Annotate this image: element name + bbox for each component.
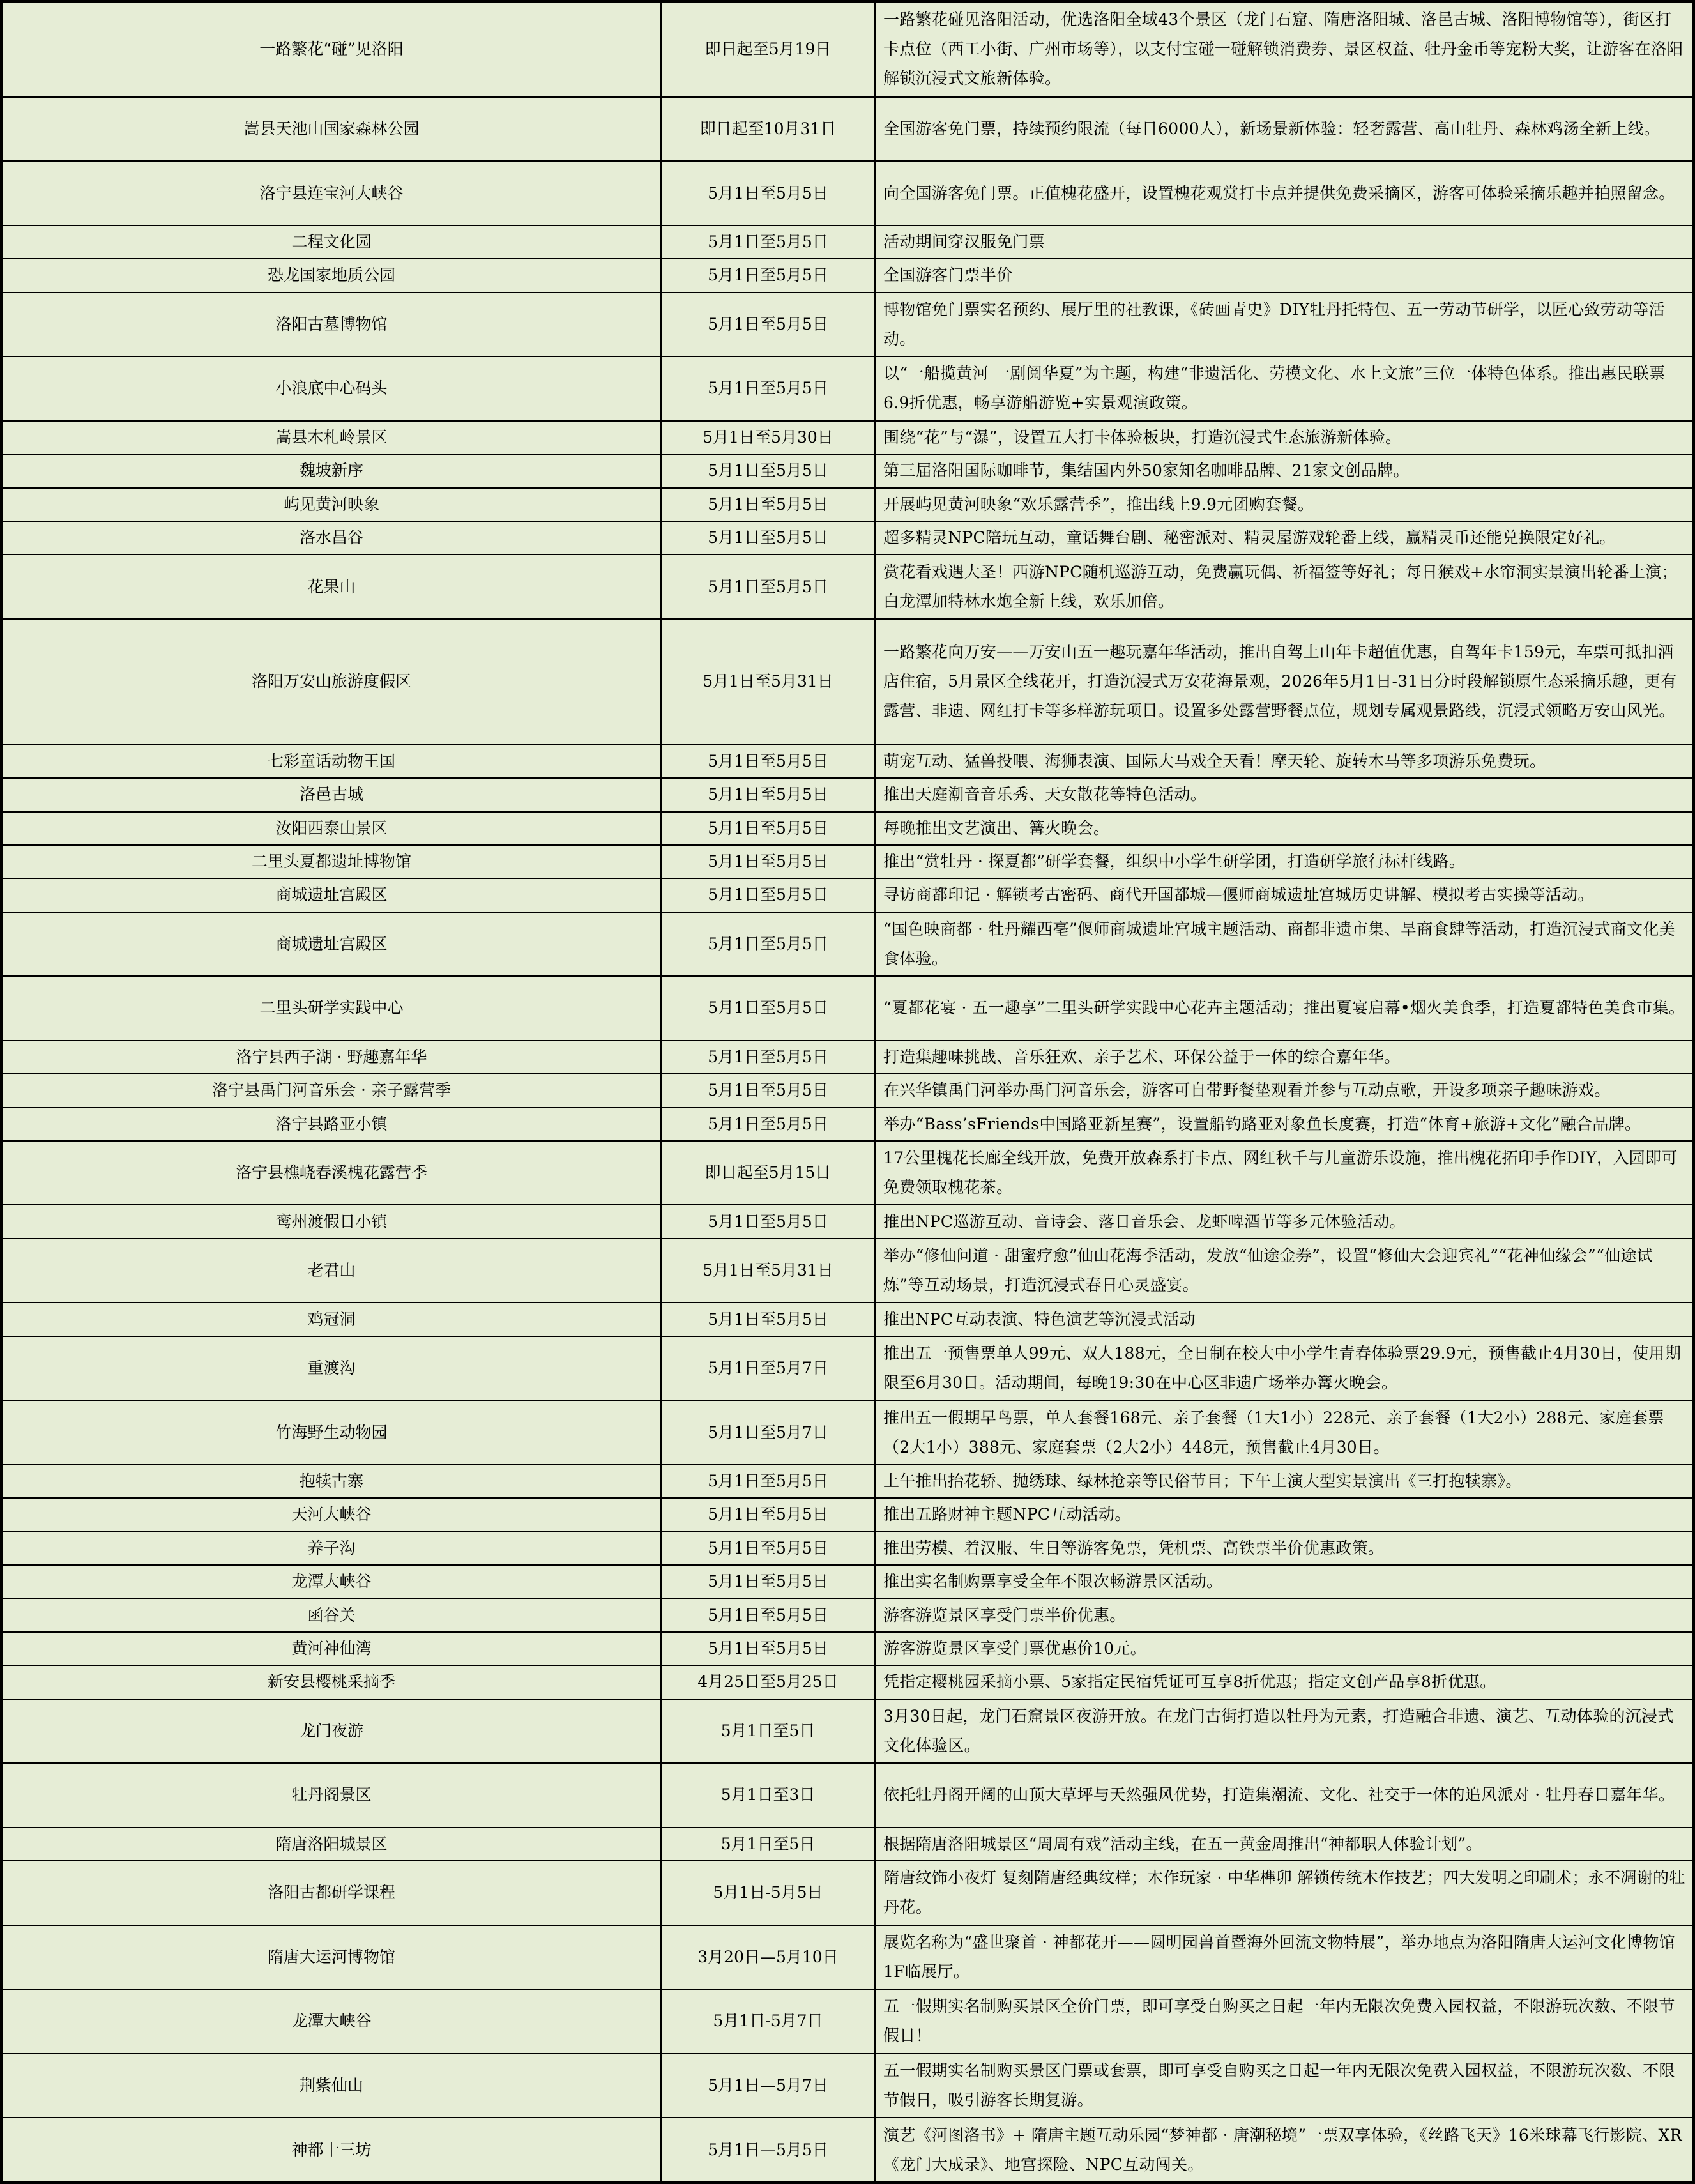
venue-name-cell: 牡丹阁景区 bbox=[2, 1763, 661, 1828]
date-range-cell: 5月1日至5月5日 bbox=[661, 161, 875, 225]
table-row bbox=[2, 1763, 1693, 1828]
description-cell: 向全国游客免门票。正值槐花盛开，设置槐花观赏打卡点并提供免费采摘区，游客可体验采摘乐趣并拍照留念。 bbox=[875, 161, 1693, 225]
venue-name-cell: 重渡沟 bbox=[2, 1336, 661, 1401]
table-row bbox=[2, 812, 1693, 845]
date-range-cell: 5月1日至5月31日 bbox=[661, 1239, 875, 1303]
venue-name-cell: 屿见黄河映象 bbox=[2, 488, 661, 521]
description-cell: 推出劳模、着汉服、生日等游客免票，凭机票、高铁票半价优惠政策。 bbox=[875, 1532, 1693, 1565]
date-range-cell: 即日起至5月15日 bbox=[661, 1141, 875, 1205]
date-range-cell: 5月1日至5月5日 bbox=[661, 845, 875, 878]
table-row bbox=[2, 778, 1693, 811]
description-cell: 推出五一假期早鸟票，单人套餐168元、亲子套餐（1大1小）228元、亲子套餐（1大2小）288元、家庭套票（2大1小）388元、家庭套票（2大2小）448元，预售截止4月30日。 bbox=[875, 1400, 1693, 1465]
date-range-cell: 5月1日至5月5日 bbox=[661, 745, 875, 778]
table-row bbox=[2, 745, 1693, 778]
date-range-cell: 5月1日至5月5日 bbox=[661, 259, 875, 292]
description-cell: 围绕“花”与“瀑”，设置五大打卡体验板块，打造沉浸式生态旅游新体验。 bbox=[875, 421, 1693, 454]
venue-name-cell: 隋唐洛阳城景区 bbox=[2, 1828, 661, 1861]
venue-name-cell: 嵩县天池山国家森林公园 bbox=[2, 97, 661, 162]
description-cell: 萌宠互动、猛兽投喂、海狮表演、国际大马戏全天看！摩天轮、旋转木马等多项游乐免费玩。 bbox=[875, 745, 1693, 778]
description-cell: 打造集趣味挑战、音乐狂欢、亲子艺术、环保公益于一体的综合嘉年华。 bbox=[875, 1041, 1693, 1074]
description-cell: 推出NPC巡游互动、音诗会、落日音乐会、龙虾啤酒节等多元体验活动。 bbox=[875, 1205, 1693, 1238]
table-row bbox=[2, 1989, 1693, 2054]
date-range-cell: 5月1日至5月5日 bbox=[661, 1108, 875, 1141]
date-range-cell: 5月1日至5月5日 bbox=[661, 1205, 875, 1238]
description-cell: 活动期间穿汉服免门票 bbox=[875, 225, 1693, 259]
table-row bbox=[2, 356, 1693, 421]
venue-name-cell: 二程文化园 bbox=[2, 225, 661, 259]
venue-name-cell: 商城遗址宫殿区 bbox=[2, 912, 661, 977]
date-range-cell: 5月1日—5月5日 bbox=[661, 2118, 875, 2182]
table-row bbox=[2, 1699, 1693, 1764]
venue-name-cell: 老君山 bbox=[2, 1239, 661, 1303]
date-range-cell: 5月1日至5月5日 bbox=[661, 554, 875, 619]
table-row bbox=[2, 161, 1693, 225]
date-range-cell: 5月1日至5日 bbox=[661, 1828, 875, 1861]
date-range-cell: 5月1日至5月31日 bbox=[661, 619, 875, 745]
date-range-cell: 5月1日-5月7日 bbox=[661, 1989, 875, 2054]
table-row bbox=[2, 1861, 1693, 1925]
venue-name-cell: 荆紫仙山 bbox=[2, 2054, 661, 2118]
venue-name-cell: 鸡冠洞 bbox=[2, 1302, 661, 1336]
venue-name-cell: 花果山 bbox=[2, 554, 661, 619]
venue-name-cell: 龙潭大峡谷 bbox=[2, 1989, 661, 2054]
description-cell: 超多精灵NPC陪玩互动，童话舞台剧、秘密派对、精灵屋游戏轮番上线，赢精灵币还能兑换限定好礼。 bbox=[875, 521, 1693, 554]
table-row bbox=[2, 1239, 1693, 1303]
date-range-cell: 即日起至10月31日 bbox=[661, 97, 875, 162]
date-range-cell: 5月1日至5月5日 bbox=[661, 225, 875, 259]
date-range-cell: 5月1日至5月5日 bbox=[661, 521, 875, 554]
table-row bbox=[2, 259, 1693, 292]
venue-name-cell: 二里头夏都遗址博物馆 bbox=[2, 845, 661, 878]
venue-name-cell: 隋唐大运河博物馆 bbox=[2, 1925, 661, 1990]
date-range-cell: 5月1日至5月5日 bbox=[661, 1598, 875, 1631]
venue-name-cell: 洛水昌谷 bbox=[2, 521, 661, 554]
venue-name-cell: 神都十三坊 bbox=[2, 2118, 661, 2182]
venue-name-cell: 七彩童话动物王国 bbox=[2, 745, 661, 778]
table-row bbox=[2, 1141, 1693, 1205]
description-cell: 全国游客免门票，持续预约限流（每日6000人），新场景新体验：轻奢露营、高山牡丹、森林鸡汤全新上线。 bbox=[875, 97, 1693, 162]
date-range-cell: 5月1日至5月5日 bbox=[661, 1041, 875, 1074]
table-row bbox=[2, 1665, 1693, 1699]
date-range-cell: 5月1日至5月5日 bbox=[661, 356, 875, 421]
date-range-cell: 5月1日至5月5日 bbox=[661, 1632, 875, 1665]
description-cell: 举办“Bass’sFriends中国路亚新星赛”，设置船钓路亚对象鱼长度赛，打造“体育+旅游+文化”融合品牌。 bbox=[875, 1108, 1693, 1141]
venue-name-cell: 新安县樱桃采摘季 bbox=[2, 1665, 661, 1699]
venue-name-cell: 洛宁县路亚小镇 bbox=[2, 1108, 661, 1141]
venue-name-cell: 洛宁县西子湖 · 野趣嘉年华 bbox=[2, 1041, 661, 1074]
description-cell: 五一假期实名制购买景区门票或套票，即可享受自购买之日起一年内无限次免费入园权益，不限游玩次数、不限节假日，吸引游客长期复游。 bbox=[875, 2054, 1693, 2118]
description-cell: 一路繁花碰见洛阳活动，优选洛阳全域43个景区（龙门石窟、隋唐洛阳城、洛邑古城、洛阳博物馆等），街区打卡点位（西工小街、广州市场等），以支付宝碰一碰解锁消费券、景区权益、牡丹金币等宠粉大奖，让游客在洛阳解锁沉浸式文旅新体验。 bbox=[875, 2, 1693, 97]
venue-name-cell: 龙潭大峡谷 bbox=[2, 1565, 661, 1598]
table-row bbox=[2, 2054, 1693, 2118]
table-row bbox=[2, 293, 1693, 357]
venue-name-cell: 魏坡新序 bbox=[2, 454, 661, 487]
description-cell: 推出NPC互动表演、特色演艺等沉浸式活动 bbox=[875, 1302, 1693, 1336]
description-cell: 游客游览景区享受门票半价优惠。 bbox=[875, 1598, 1693, 1631]
description-cell: 以“一船揽黄河 一剧阅华夏”为主题，构建“非遗活化、劳模文化、水上文旅”三位一体特色体系。推出惠民联票6.9折优惠，畅享游船游览+实景观演政策。 bbox=[875, 356, 1693, 421]
description-cell: 依托牡丹阁开阔的山顶大草坪与天然强风优势，打造集潮流、文化、社交于一体的追风派对 · 牡丹春日嘉年华。 bbox=[875, 1763, 1693, 1828]
description-cell: 游客游览景区享受门票优惠价10元。 bbox=[875, 1632, 1693, 1665]
table-row bbox=[2, 1074, 1693, 1107]
description-cell: 开展屿见黄河映象“欢乐露营季”，推出线上9.9元团购套餐。 bbox=[875, 488, 1693, 521]
date-range-cell: 5月1日至5月5日 bbox=[661, 878, 875, 912]
table-row bbox=[2, 2118, 1693, 2182]
table-row bbox=[2, 1336, 1693, 1401]
date-range-cell: 5月1日至5月7日 bbox=[661, 1400, 875, 1465]
date-range-cell: 即日起至5月19日 bbox=[661, 2, 875, 97]
description-cell: 根据隋唐洛阳城景区“周周有戏”活动主线，在五一黄金周推出“神都职人体验计划”。 bbox=[875, 1828, 1693, 1861]
table-row bbox=[2, 1632, 1693, 1665]
date-range-cell: 5月1日至5月5日 bbox=[661, 293, 875, 357]
description-cell: 17公里槐花长廊全线开放，免费开放森系打卡点、网红秋千与儿童游乐设施，推出槐花拓印手作DIY，入园即可免费领取槐花茶。 bbox=[875, 1141, 1693, 1205]
description-cell: 在兴华镇禹门河举办禹门河音乐会，游客可自带野餐垫观看并参与互动点歌，开设多项亲子趣味游戏。 bbox=[875, 1074, 1693, 1107]
table-row bbox=[2, 619, 1693, 745]
table-row bbox=[2, 1041, 1693, 1074]
description-cell: 寻访商都印记 · 解锁考古密码、商代开国都城—偃师商城遗址宫城历史讲解、模拟考古实操等活动。 bbox=[875, 878, 1693, 912]
venue-name-cell: 洛宁县禹门河音乐会 · 亲子露营季 bbox=[2, 1074, 661, 1107]
description-cell: 博物馆免门票实名预约、展厅里的社教课，《砖画青史》DIY牡丹托特包、五一劳动节研学，以匠心致劳动等活动。 bbox=[875, 293, 1693, 357]
venue-name-cell: 黄河神仙湾 bbox=[2, 1632, 661, 1665]
date-range-cell: 5月1日至5月5日 bbox=[661, 1074, 875, 1107]
date-range-cell: 5月1日至5月5日 bbox=[661, 1498, 875, 1531]
date-range-cell: 5月1日至5月30日 bbox=[661, 421, 875, 454]
date-range-cell: 5月1日至5月5日 bbox=[661, 1302, 875, 1336]
date-range-cell: 5月1日至5日 bbox=[661, 1699, 875, 1764]
table-row bbox=[2, 976, 1693, 1041]
description-cell: “夏都花宴 · 五一趣享”二里头研学实践中心花卉主题活动；推出夏宴启幕•烟火美食季，打造夏都特色美食市集。 bbox=[875, 976, 1693, 1041]
date-range-cell: 4月25日至5月25日 bbox=[661, 1665, 875, 1699]
venue-name-cell: 龙门夜游 bbox=[2, 1699, 661, 1764]
venue-name-cell: 嵩县木札岭景区 bbox=[2, 421, 661, 454]
description-cell: 推出天庭潮音音乐秀、天女散花等特色活动。 bbox=[875, 778, 1693, 811]
description-cell: 推出五一预售票单人99元、双人188元，全日制在校大中小学生青春体验票29.9元，预售截止4月30日，使用期限至6月30日。活动期间，每晚19:30在中心区非遗广场举办篝火晚会。 bbox=[875, 1336, 1693, 1401]
table-row bbox=[2, 878, 1693, 912]
date-range-cell: 5月1日至5月5日 bbox=[661, 454, 875, 487]
venue-name-cell: 小浪底中心码头 bbox=[2, 356, 661, 421]
table-row bbox=[2, 1925, 1693, 1990]
description-cell: 3月30日起，龙门石窟景区夜游开放。在龙门古街打造以牡丹为元素，打造融合非遗、演艺、互动体验的沉浸式文化体验区。 bbox=[875, 1699, 1693, 1764]
description-cell: 赏花看戏遇大圣！西游NPC随机巡游互动，免费赢玩偶、祈福签等好礼；每日猴戏+水帘洞实景演出轮番上演；白龙潭加特林水炮全新上线，欢乐加倍。 bbox=[875, 554, 1693, 619]
date-range-cell: 3月20日—5月10日 bbox=[661, 1925, 875, 1990]
description-cell: 每晚推出文艺演出、篝火晚会。 bbox=[875, 812, 1693, 845]
date-range-cell: 5月1日至5月5日 bbox=[661, 1532, 875, 1565]
table-row bbox=[2, 454, 1693, 487]
table-row bbox=[2, 1598, 1693, 1631]
table-row bbox=[2, 521, 1693, 554]
venue-name-cell: 洛阳古墓博物馆 bbox=[2, 293, 661, 357]
table-row bbox=[2, 1205, 1693, 1238]
description-cell: 上午推出抬花轿、抛绣球、绿林抢亲等民俗节目；下午上演大型实景演出《三打抱犊寨》。 bbox=[875, 1465, 1693, 1498]
table-row bbox=[2, 845, 1693, 878]
date-range-cell: 5月1日至3日 bbox=[661, 1763, 875, 1828]
date-range-cell: 5月1日至5月7日 bbox=[661, 1336, 875, 1401]
date-range-cell: 5月1日—5月7日 bbox=[661, 2054, 875, 2118]
date-range-cell: 5月1日至5月5日 bbox=[661, 912, 875, 977]
date-range-cell: 5月1日至5月5日 bbox=[661, 1465, 875, 1498]
date-range-cell: 5月1日至5月5日 bbox=[661, 1565, 875, 1598]
description-cell: 推出“赏牡丹 · 探夏都”研学套餐，组织中小学生研学团，打造研学旅行标杆线路。 bbox=[875, 845, 1693, 878]
description-cell: “国色映商都 · 牡丹耀西亳”偃师商城遗址宫城主题活动、商都非遗市集、旱商食肆等活动，打造沉浸式商文化美食体验。 bbox=[875, 912, 1693, 977]
events-table bbox=[1, 1, 1694, 2183]
venue-name-cell: 鸾州渡假日小镇 bbox=[2, 1205, 661, 1238]
venue-name-cell: 抱犊古寨 bbox=[2, 1465, 661, 1498]
table-row bbox=[2, 1302, 1693, 1336]
venue-name-cell: 洛宁县连宝河大峡谷 bbox=[2, 161, 661, 225]
table-row bbox=[2, 1108, 1693, 1141]
table-row bbox=[2, 225, 1693, 259]
venue-name-cell: 养子沟 bbox=[2, 1532, 661, 1565]
table-row bbox=[2, 421, 1693, 454]
description-cell: 凭指定樱桃园采摘小票、5家指定民宿凭证可互享8折优惠；指定文创产品享8折优惠。 bbox=[875, 1665, 1693, 1699]
events-table-body bbox=[2, 2, 1693, 2182]
description-cell: 推出五路财神主题NPC互动活动。 bbox=[875, 1498, 1693, 1531]
date-range-cell: 5月1日至5月5日 bbox=[661, 488, 875, 521]
date-range-cell: 5月1日至5月5日 bbox=[661, 976, 875, 1041]
table-row bbox=[2, 2, 1693, 97]
description-cell: 举办“修仙问道 · 甜蜜疗愈”仙山花海季活动，发放“仙途金券”，设置“修仙大会迎宾礼”“花神仙缘会”“仙途试炼”等互动场景，打造沉浸式春日心灵盛宴。 bbox=[875, 1239, 1693, 1303]
description-cell: 第三届洛阳国际咖啡节，集结国内外50家知名咖啡品牌、21家文创品牌。 bbox=[875, 454, 1693, 487]
description-cell: 五一假期实名制购买景区全价门票，即可享受自购买之日起一年内无限次免费入园权益，不限游玩次数、不限节假日！ bbox=[875, 1989, 1693, 2054]
table-row bbox=[2, 97, 1693, 162]
table-row bbox=[2, 1400, 1693, 1465]
description-cell: 推出实名制购票享受全年不限次畅游景区活动。 bbox=[875, 1565, 1693, 1598]
table-row bbox=[2, 1565, 1693, 1598]
venue-name-cell: 竹海野生动物园 bbox=[2, 1400, 661, 1465]
table-row bbox=[2, 488, 1693, 521]
venue-name-cell: 一路繁花“碰”见洛阳 bbox=[2, 2, 661, 97]
table-row bbox=[2, 1498, 1693, 1531]
venue-name-cell: 二里头研学实践中心 bbox=[2, 976, 661, 1041]
venue-name-cell: 洛宁县樵峣春溪槐花露营季 bbox=[2, 1141, 661, 1205]
venue-name-cell: 洛阳万安山旅游度假区 bbox=[2, 619, 661, 745]
date-range-cell: 5月1日至5月5日 bbox=[661, 812, 875, 845]
venue-name-cell: 洛阳古都研学课程 bbox=[2, 1861, 661, 1925]
table-row bbox=[2, 1465, 1693, 1498]
venue-name-cell: 函谷关 bbox=[2, 1598, 661, 1631]
venue-name-cell: 恐龙国家地质公园 bbox=[2, 259, 661, 292]
table-row bbox=[2, 912, 1693, 977]
description-cell: 隋唐纹饰小夜灯 复刻隋唐经典纹样；木作玩家 · 中华榫卯 解锁传统木作技艺；四大发明之印刷术；永不凋谢的牡丹花。 bbox=[875, 1861, 1693, 1925]
venue-name-cell: 商城遗址宫殿区 bbox=[2, 878, 661, 912]
date-range-cell: 5月1日至5月5日 bbox=[661, 778, 875, 811]
description-cell: 一路繁花向万安——万安山五一趣玩嘉年华活动，推出自驾上山年卡超值优惠，自驾年卡159元，车票可抵扣酒店住宿，5月景区全线花开，打造沉浸式万安花海景观，2026年5月1日-31日分时段解锁原生态采摘乐趣，更有露营、非遗、网红打卡等多样游玩项目。设置多处露营野餐点位，规划专属观景路线，沉浸式领略万安山风光。 bbox=[875, 619, 1693, 745]
table-row bbox=[2, 1532, 1693, 1565]
table-row bbox=[2, 1828, 1693, 1861]
table-row bbox=[2, 554, 1693, 619]
venue-name-cell: 天河大峡谷 bbox=[2, 1498, 661, 1531]
venue-name-cell: 汝阳西泰山景区 bbox=[2, 812, 661, 845]
date-range-cell: 5月1日-5月5日 bbox=[661, 1861, 875, 1925]
description-cell: 展览名称为“盛世聚首 · 神都花开——圆明园兽首暨海外回流文物特展”，举办地点为洛阳隋唐大运河文化博物馆1F临展厅。 bbox=[875, 1925, 1693, 1990]
description-cell: 演艺《河图洛书》+ 隋唐主题互动乐园“梦神都 · 唐潮秘境”一票双享体验，《丝路飞天》16米球幕飞行影院、XR《龙门大成录》、地宫探险、NPC互动闯关。 bbox=[875, 2118, 1693, 2182]
venue-name-cell: 洛邑古城 bbox=[2, 778, 661, 811]
description-cell: 全国游客门票半价 bbox=[875, 259, 1693, 292]
